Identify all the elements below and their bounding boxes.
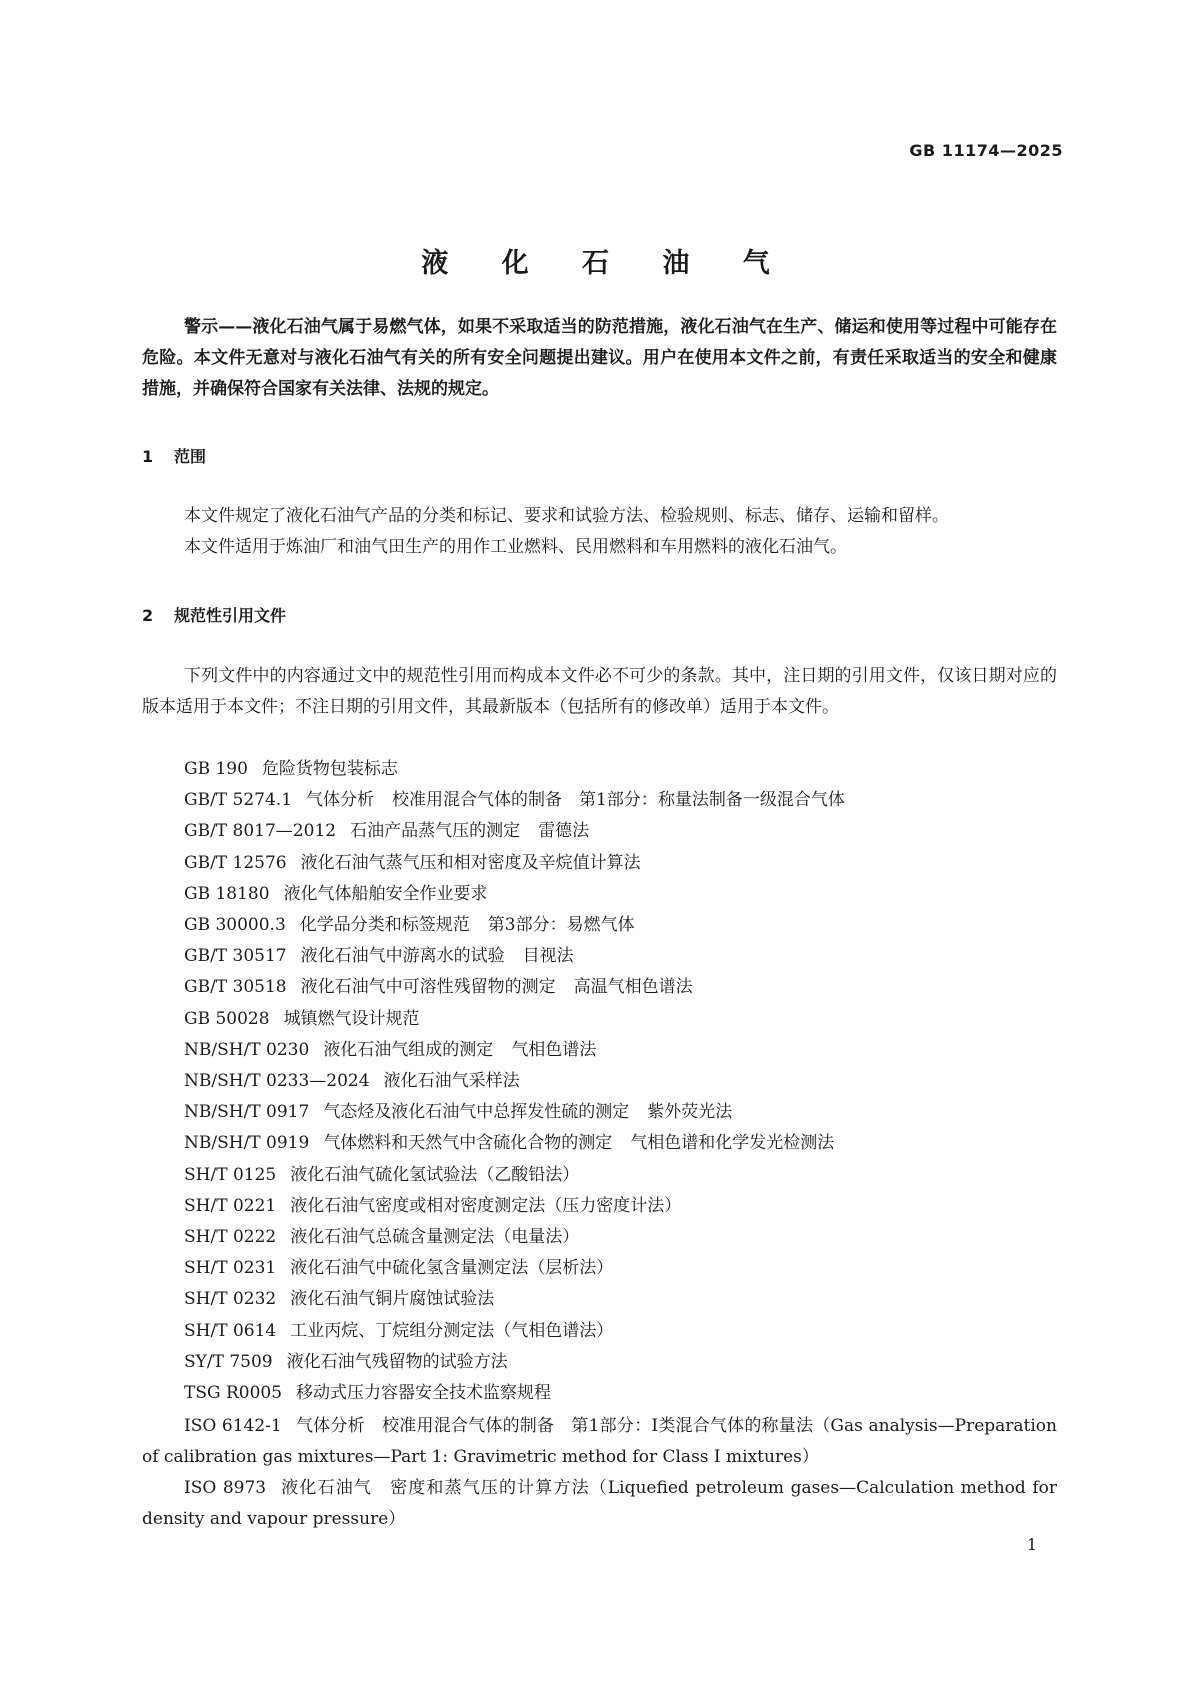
- reference-code: GB/T 8017—2012: [184, 821, 337, 842]
- reference-title: 液化气体船舶安全作业要求: [283, 883, 488, 904]
- reference-title: 液化石油气密度或相对密度测定法（压力密度计法）: [290, 1195, 682, 1216]
- reference-code: SH/T 0232: [184, 1289, 277, 1310]
- reference-subtitle: 高温气相色谱法: [573, 977, 693, 998]
- iso-reference: [142, 1411, 1057, 1473]
- scope-paragraph: 本文件适用于炼油厂和油气田生产的用作工业燃料、民用燃料和车用燃料的液化石油气。: [184, 537, 847, 557]
- section-title: 范围: [174, 447, 207, 466]
- reference-title: 石油产品蒸气压的测定: [350, 821, 521, 842]
- document-title: 液 化 石 油 气: [421, 248, 792, 279]
- reference-title: 化学品分类和标签规范: [299, 915, 470, 936]
- section-title: 规范性引用文件: [174, 606, 287, 625]
- normative-intro-paragraph: 下列文件中的内容通过文中的规范性引用而构成本文件必不可少的条款。其中，注日期的引用文件，仅该日期对应的版本适用于本文件；不注日期的引用文件，其最新版本（包括所有的修改单）适用于本文件。: [142, 666, 1057, 717]
- reference-subtitle: 气相色谱和化学发光检测法: [630, 1133, 835, 1154]
- reference-item: [184, 1347, 1057, 1378]
- reference-code: GB/T 30517: [184, 946, 287, 967]
- reference-code: GB 30000.3: [184, 915, 286, 936]
- reference-title: 气态烃及液化石油气中总挥发性硫的测定: [323, 1102, 630, 1123]
- reference-code: GB/T 5274.1: [184, 790, 293, 811]
- reference-subtitle: 校准用混合气体的制备 第1部分：称量法制备一级混合气体: [392, 790, 845, 811]
- scope-paragraph: 本文件规定了液化石油气产品的分类和标记、要求和试验方法、检验规则、标志、储存、运输和留样。: [184, 506, 949, 526]
- reference-code: SH/T 0221: [184, 1195, 277, 1216]
- page-number: 1: [1026, 1535, 1037, 1554]
- reference-item: [184, 816, 1057, 847]
- reference-code: GB 190: [184, 759, 248, 779]
- reference-title: 液化石油气蒸气压和相对密度及辛烷值计算法: [300, 852, 641, 873]
- reference-title: 工业丙烷、丁烷组分测定法（气相色谱法）: [290, 1320, 614, 1341]
- reference-code: SH/T 0231: [184, 1258, 277, 1279]
- reference-code: TSG R0005: [184, 1383, 283, 1404]
- reference-title: 液化石油气总硫含量测定法（电量法）: [290, 1227, 580, 1248]
- reference-subtitle: 紫外荧光法: [647, 1102, 733, 1123]
- reference-item: [184, 1191, 1057, 1222]
- reference-code: NB/SH/T 0233—2024: [184, 1071, 370, 1092]
- reference-code: GB 50028: [184, 1008, 270, 1029]
- reference-item: [184, 1097, 1057, 1128]
- warning-paragraph: 警示——液化石油气属于易燃气体，如果不采取适当的防范措施，液化石油气在生产、储运和使用等过程中可能存在危险。本文件无意对与液化石油气有关的所有安全问题提出建议。用户在使用本文件之前，有责任采取适当的安全和健康措施，并确保符合国家有关法律、法规的规定。: [142, 317, 1057, 399]
- reference-title: 液化石油气硫化氢试验法（乙酸铅法）: [290, 1164, 580, 1185]
- reference-title: 液化石油气 密度和蒸气压的计算方法（Liquefied petroleum gases—Calculation method for density and vapour pressure）: [142, 1478, 1057, 1529]
- reference-title: 气体燃料和天然气中含硫化合物的测定: [323, 1133, 613, 1154]
- reference-subtitle: 气相色谱法: [511, 1039, 597, 1060]
- reference-code: ISO 8973: [184, 1478, 267, 1498]
- reference-item: [184, 1128, 1057, 1159]
- reference-title: 液化石油气中可溶性残留物的测定: [300, 977, 556, 998]
- reference-title: 液化石油气残留物的试验方法: [286, 1351, 508, 1372]
- reference-item: [184, 1160, 1057, 1191]
- reference-item: [184, 848, 1057, 879]
- reference-code: SH/T 0614: [184, 1320, 277, 1341]
- reference-code: ISO 6142-1: [184, 1416, 282, 1436]
- reference-code: NB/SH/T 0230: [184, 1039, 310, 1060]
- reference-item: [184, 1253, 1057, 1284]
- section-heading-normative-references: [142, 603, 286, 626]
- reference-item: [184, 1222, 1057, 1253]
- reference-item: [184, 1316, 1057, 1347]
- reference-title: 气体分析: [306, 790, 375, 811]
- reference-code: GB/T 12576: [184, 852, 287, 873]
- reference-title: 液化石油气采样法: [383, 1071, 520, 1092]
- reference-item: [184, 910, 1057, 941]
- reference-list: [184, 754, 1057, 1409]
- reference-title: 城镇燃气设计规范: [283, 1008, 420, 1029]
- reference-item: [184, 1004, 1057, 1035]
- reference-code: SY/T 7509: [184, 1351, 273, 1372]
- reference-item: [184, 1035, 1057, 1066]
- reference-title: 移动式压力容器安全技术监察规程: [296, 1383, 552, 1404]
- reference-code: NB/SH/T 0917: [184, 1102, 310, 1123]
- iso-reference: [142, 1473, 1057, 1535]
- section-heading-scope: [142, 444, 206, 467]
- reference-title: 气体分析 校准用混合气体的制备 第1部分：I类混合气体的称量法（Gas analysis—Preparation of calibration gas mixtures—Part 1: Gravimetric method for Class I mixtures）: [142, 1416, 1057, 1467]
- reference-item: [184, 879, 1057, 910]
- reference-item: [184, 1378, 1057, 1409]
- reference-item: [184, 1066, 1057, 1097]
- reference-subtitle: 第3部分：易燃气体: [487, 915, 635, 936]
- reference-title: 液化石油气铜片腐蚀试验法: [290, 1289, 495, 1310]
- reference-code: GB 18180: [184, 883, 270, 904]
- reference-item: [184, 941, 1057, 972]
- reference-title: 液化石油气中游离水的试验: [300, 946, 505, 967]
- reference-code: NB/SH/T 0919: [184, 1133, 310, 1154]
- reference-item: [184, 754, 1057, 785]
- reference-subtitle: 目视法: [522, 946, 574, 967]
- reference-item: [184, 972, 1057, 1003]
- reference-item: [184, 1284, 1057, 1315]
- reference-subtitle: 雷德法: [538, 821, 590, 842]
- section-number: 1: [142, 447, 154, 466]
- standard-number: GB 11174—2025: [909, 141, 1063, 160]
- section-number: 2: [142, 606, 154, 625]
- reference-code: SH/T 0125: [184, 1164, 277, 1185]
- reference-code: GB/T 30518: [184, 977, 287, 998]
- reference-title: 液化石油气组成的测定: [323, 1039, 494, 1060]
- reference-item: [184, 785, 1057, 816]
- reference-code: SH/T 0222: [184, 1227, 277, 1248]
- reference-title: 危险货物包装标志: [261, 759, 398, 779]
- reference-title: 液化石油气中硫化氢含量测定法（层析法）: [290, 1258, 614, 1279]
